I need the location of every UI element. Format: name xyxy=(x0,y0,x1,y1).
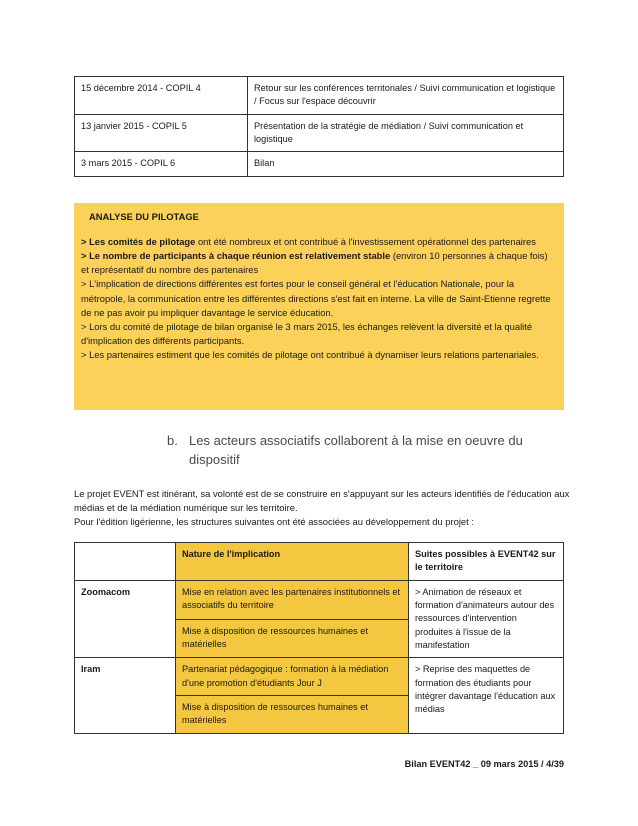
analysis-box xyxy=(74,203,564,410)
analysis-title: ANALYSE DU PILOTAGE xyxy=(89,211,199,222)
table-row xyxy=(75,114,564,152)
suite-cell: > Reprise des maquettes de formation des étudiants pour intégrer davantage l'éducation aux médias xyxy=(409,658,564,733)
copil-description: Retour sur les conférences territoriales / Suivi communication et logistique / Focus sur l'espace découvrir xyxy=(248,77,564,115)
analysis-paragraph: > L'implication de directions différentes est fortes pour le conseil général et l'éducation Nationale, pour la métropole, la communication entre les différentes directions s'est fait en interne. La ville de Saint-Etienne regrette de ne pas avoir pu impliquer davantage le service éducation. xyxy=(81,278,551,318)
table-row xyxy=(75,152,564,176)
analysis-paragraph xyxy=(81,249,557,277)
partner-table xyxy=(74,542,564,734)
section-title: Les acteurs associatifs collaborent à la mise en oeuvre du dispositif xyxy=(189,433,523,467)
table-header-row xyxy=(75,543,564,581)
table-row xyxy=(75,658,564,696)
implication-cell: Mise à disposition de ressources humaines et matérielles xyxy=(176,619,409,658)
analysis-text: ont été nombreux et ont contribué à l'investissement opérationnel des partenaires xyxy=(195,236,536,248)
header-implication: Nature de l'implication xyxy=(176,543,409,581)
implication-cell: Partenariat pédagogique : formation à la médiation d'une promotion d'étudiants Jour J xyxy=(176,658,409,696)
section-number: b. xyxy=(167,433,178,448)
page-footer: Bilan EVENT42 _ 09 mars 2015 / 4/39 xyxy=(404,759,564,769)
table-row xyxy=(75,580,564,619)
suite-cell: > Animation de réseaux et formation d'animateurs autour des ressources d'intervention produites à l'issue de la manifestation xyxy=(409,580,564,658)
implication-cell: Mise en relation avec les partenaires institutionnels et associatifs du territoire xyxy=(176,580,409,619)
analysis-bold: > Le nombre de participants à chaque réunion est relativement stable xyxy=(81,250,391,262)
copil-description: Présentation de la stratégie de médiation / Suivi communication et logistique xyxy=(248,114,564,152)
intro-line: Pour l'édition ligérienne, les structures suivantes ont été associées au développement du projet : xyxy=(74,516,474,528)
copil-description: Bilan xyxy=(248,152,564,176)
analysis-paragraph: > Lors du comité de pilotage de bilan organisé le 3 mars 2015, les échanges relèvent la diversité et la qualité d'implication des différents participants. xyxy=(81,320,533,346)
org-name: Iram xyxy=(75,658,176,733)
header-empty xyxy=(75,543,176,581)
analysis-paragraph: > Les partenaires estiment que les comités de pilotage ont contribué à dynamiser leurs relations partenariales. xyxy=(81,348,539,360)
copil-date: 13 janvier 2015 - COPIL 5 xyxy=(75,114,248,152)
section-heading xyxy=(167,432,567,470)
analysis-paragraph xyxy=(81,235,557,249)
copil-date: 15 décembre 2014 - COPIL 4 xyxy=(75,77,248,115)
implication-cell: Mise à disposition de ressources humaines et matérielles xyxy=(176,696,409,734)
copil-date: 3 mars 2015 - COPIL 6 xyxy=(75,152,248,176)
intro-line: Le projet EVENT est itinérant, sa volonté est de se construire en s'appuyant sur les acteurs identifiés de l'éducation aux médias et de la médiation numérique sur les territoire. xyxy=(74,488,570,514)
copil-table xyxy=(74,76,564,177)
analysis-bold: > Les comités de pilotage xyxy=(81,236,196,248)
header-suites: Suites possibles à EVENT42 sur le territoire xyxy=(409,543,564,581)
analysis-text: (environ 10 personnes à chaque fois) et représentatif du nombre des partenaires xyxy=(81,250,548,276)
intro-text xyxy=(74,487,574,529)
table-row xyxy=(75,77,564,115)
org-name: Zoomacom xyxy=(75,580,176,658)
